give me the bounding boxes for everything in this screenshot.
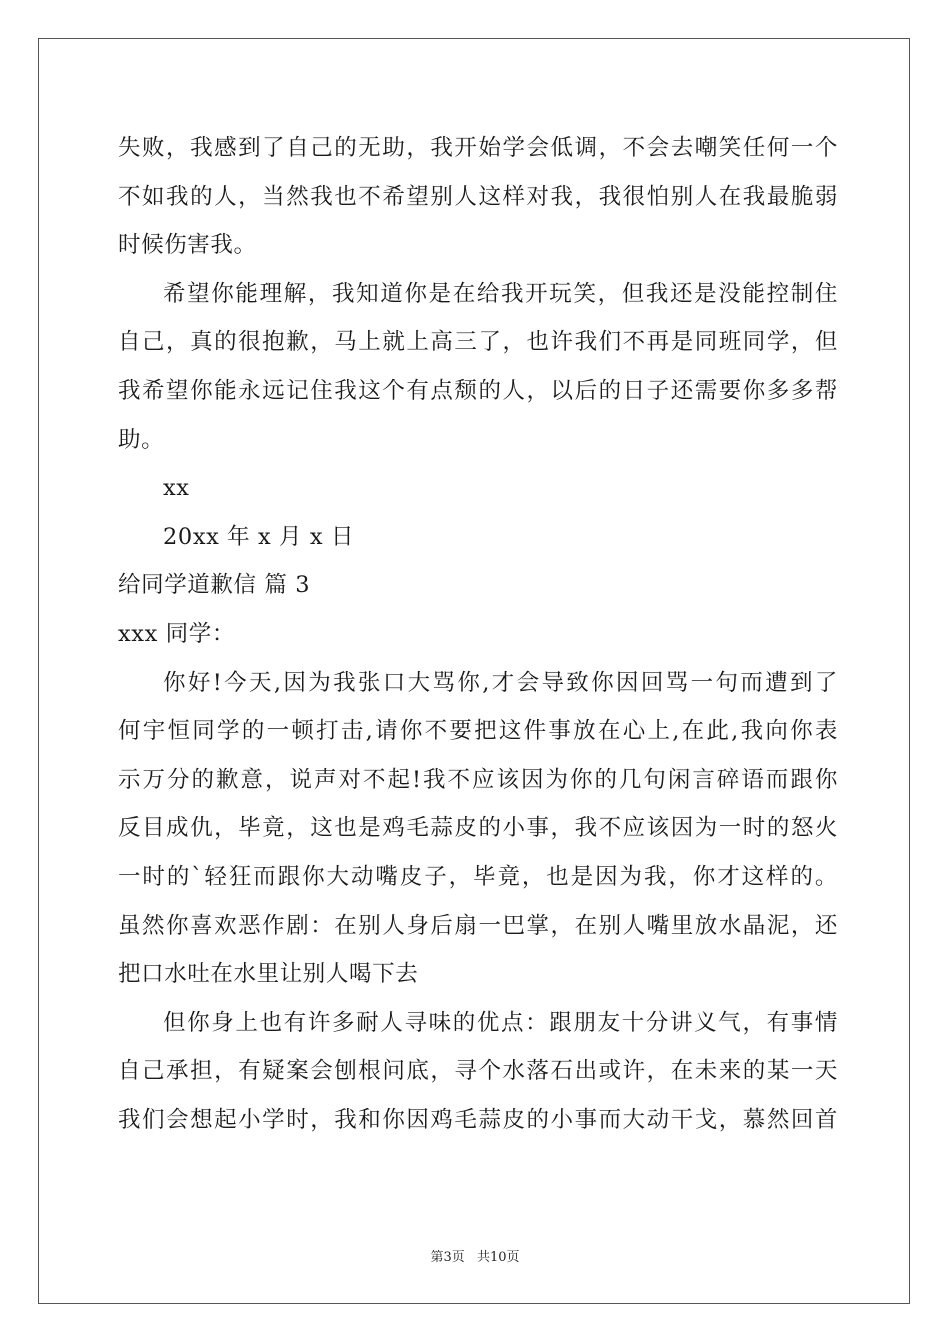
page-footer bbox=[0, 1246, 950, 1265]
salutation: xxx 同学： bbox=[118, 620, 235, 647]
text-line: 一时的`轻狂而跟你大动嘴皮子，毕竟，也是因为我，你才这样的。 bbox=[118, 863, 838, 890]
signature-date: 20xx 年 x 月 x 日 bbox=[163, 523, 355, 550]
text-line: 虽然你喜欢恶作剧：在别人身后扇一巴掌，在别人嘴里放水晶泥，还 bbox=[118, 912, 838, 939]
text-line: 把口水吐在水里让别人喝下去 bbox=[118, 961, 419, 988]
text-line: 我希望你能永远记住我这个有点颓的人，以后的日子还需要你多多帮 bbox=[118, 377, 838, 404]
text-line: 但你身上也有许多耐人寻味的优点：跟朋友十分讲义气，有事情 bbox=[163, 1009, 838, 1036]
text-line: 反目成仇，毕竟，这也是鸡毛蒜皮的小事，我不应该因为一时的怒火 bbox=[118, 815, 838, 842]
text-line: 自己承担，有疑案会刨根问底，寻个水落石出或许，在未来的某一天 bbox=[118, 1058, 838, 1085]
total-pages: 共10页 bbox=[476, 1250, 520, 1265]
text-line: 自己，真的很抱歉，马上就上高三了，也许我们不再是同班同学，但 bbox=[118, 329, 838, 356]
text-line: 我们会想起小学时，我和你因鸡毛蒜皮的小事而大动干戈，慕然回首 bbox=[118, 1106, 838, 1133]
text-line: 示万分的歉意，说声对不起!我不应该因为你的几句闲言碎语而跟你 bbox=[118, 766, 838, 793]
text-line: 失败，我感到了自己的无助，我开始学会低调，不会去嘲笑任何一个 bbox=[118, 135, 838, 161]
text-line: 你好!今天,因为我张口大骂你,才会导致你因回骂一句而遭到了 bbox=[163, 669, 838, 696]
signature-name: xx bbox=[163, 475, 190, 502]
text-line: 何宇恒同学的一顿打击,请你不要把这件事放在心上,在此,我向你表 bbox=[118, 718, 838, 745]
text-line: 时候伤害我。 bbox=[118, 232, 257, 259]
text-line: 助。 bbox=[118, 426, 165, 453]
text-line: 不如我的人，当然我也不希望别人这样对我，我很怕别人在我最脆弱 bbox=[118, 183, 838, 210]
document-body bbox=[118, 124, 838, 1144]
section-heading: 给同学道歉信 篇 3 bbox=[118, 572, 311, 599]
text-line: 希望你能理解，我知道你是在给我开玩笑，但我还是没能控制住 bbox=[163, 280, 838, 307]
page-number: 第3页 bbox=[430, 1250, 465, 1265]
